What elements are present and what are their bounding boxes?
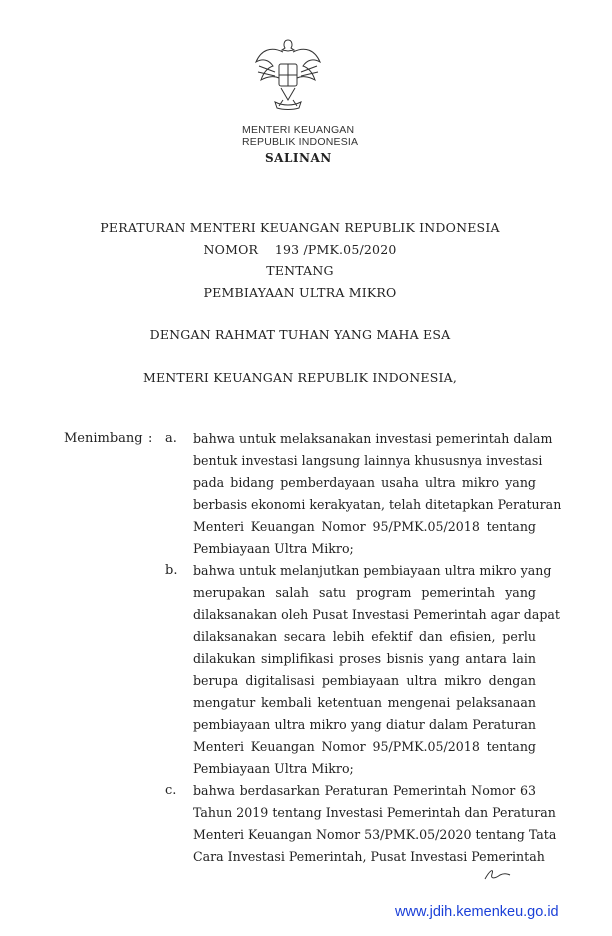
item-text-line: bahwa untuk melanjutkan pembiayaan ultra mikro yang	[193, 563, 552, 578]
item-text-line: berbasis ekonomi kerakyatan, telah ditetapkan Peraturan	[193, 497, 562, 512]
item-text-line: Pembiayaan Ultra Mikro;	[193, 761, 354, 776]
item-text-line: Menteri Keuangan Nomor 53/PMK.05/2020 tentang Tata	[193, 827, 557, 842]
opening-phrase: DENGAN RAHMAT TUHAN YANG MAHA ESA	[149, 327, 451, 342]
item-text-line: pembiayaan ultra mikro yang diatur dalam Peraturan	[193, 717, 536, 732]
menimbang-label: Menimbang	[64, 431, 143, 446]
country-name: REPUBLIK INDONESIA	[242, 136, 359, 148]
item-text-line: Pembiayaan Ultra Mikro;	[193, 541, 354, 556]
regulation-number: NOMOR 193 /PMK.05/2020	[203, 242, 397, 257]
item-text-line: bahwa untuk melaksanakan investasi pemerintah dalam	[193, 431, 553, 446]
item-text-line: merupakan salah satu program pemerintah yang	[193, 585, 536, 600]
colon: :	[148, 431, 153, 446]
item-marker: c.	[165, 783, 177, 798]
item-text-line: bahwa berdasarkan Peraturan Pemerintah Nomor 63	[193, 783, 536, 798]
item-text-line: berupa digitalisasi pembiayaan ultra mikro dengan	[193, 673, 536, 688]
item-text-line: bentuk investasi langsung lainnya khususnya investasi	[193, 453, 543, 468]
item-text-line: Tahun 2019 tentang Investasi Pemerintah dan Peraturan	[193, 805, 556, 820]
item-text-line: Cara Investasi Pemerintah, Pusat Investasi Pemerintah	[193, 849, 545, 864]
item-text-line: dilaksanakan oleh Pusat Investasi Pemerintah agar dapat	[193, 607, 560, 622]
about-label: TENTANG	[266, 263, 334, 278]
item-marker: a.	[165, 431, 177, 446]
regulation-title: PERATURAN MENTERI KEUANGAN REPUBLIK INDONESIA	[100, 220, 500, 235]
item-text-line: dilakukan simplifikasi proses bisnis yang antara lain	[193, 651, 536, 666]
item-text-line: Menteri Keuangan Nomor 95/PMK.05/2018 tentang	[193, 739, 536, 754]
item-text-line: dilaksanakan secara lebih efektif dan efisien, perlu	[193, 629, 536, 644]
regulation-subject: PEMBIAYAAN ULTRA MIKRO	[203, 285, 397, 300]
item-text-line: mengatur kembali ketentuan mengenai pelaksanaan	[193, 695, 536, 710]
item-text-line: pada bidang pemberdayaan usaha ultra mikro yang	[193, 475, 536, 490]
ministry-name: MENTERI KEUANGAN	[242, 124, 355, 136]
copy-label: SALINAN	[265, 151, 332, 165]
website-link[interactable]: www.jdih.kemenkeu.go.id	[395, 904, 559, 920]
garuda-emblem-icon	[253, 36, 323, 114]
issuer-line: MENTERI KEUANGAN REPUBLIK INDONESIA,	[142, 370, 458, 385]
initial-signature-icon	[482, 866, 512, 882]
item-text-line: Menteri Keuangan Nomor 95/PMK.05/2018 tentang	[193, 519, 536, 534]
item-marker: b.	[165, 563, 178, 578]
